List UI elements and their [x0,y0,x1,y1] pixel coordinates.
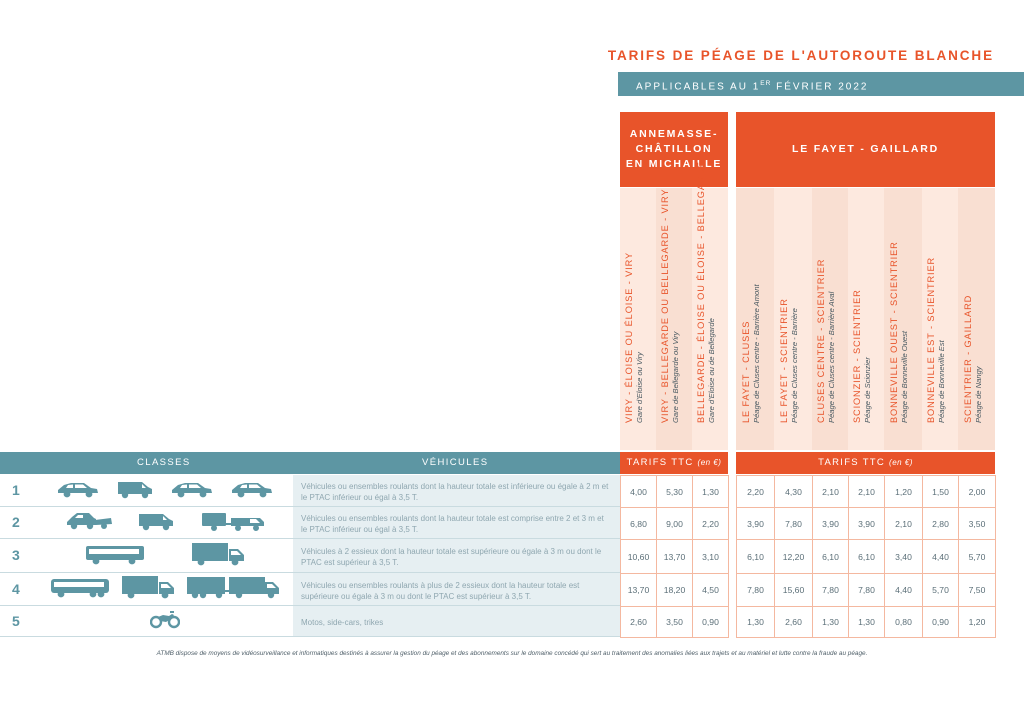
price-cell: 4,50 [692,573,729,607]
motorcycle-icon [150,609,180,634]
price-cell: 3,40 [884,539,923,574]
column-header [958,188,995,450]
car-icon [230,480,274,503]
column-route: SCIENTRIER - GAILLARD [962,294,973,423]
column-route: BONNEVILLE OUEST - SCIENTRIER [889,241,899,423]
price-cell: 6,10 [736,539,775,574]
description-text: Véhicules ou ensembles roulants à plus de 2 essieux dont la hauteur totale est supérieure ou égale à 3 m ou dont le PTAC est supérieur à 3,5 T. [301,580,580,601]
price-cell: 1,20 [884,475,923,508]
vehicle-description [293,573,620,605]
price-cell: 0,90 [922,606,959,638]
price-cell: 4,00 [620,475,657,508]
column-station: Péage de Scionzier [863,357,872,423]
price-cell: 5,70 [958,539,996,574]
column-station: Péage de Nangy [973,366,983,423]
price-cell: 7,80 [812,573,849,607]
coach-icon [49,576,111,603]
price-cell: 2,10 [884,507,923,540]
classes-header: CLASSES [137,457,191,468]
price-cell: 1,30 [736,606,775,638]
column-header [620,188,656,450]
subtitle-bar [618,72,1024,96]
class-number: 1 [12,482,20,498]
row-divider [0,636,620,637]
car-icon [56,480,100,503]
price-cell: 10,60 [620,539,657,574]
price-cell: 9,00 [656,507,693,540]
truck-icon [120,574,176,605]
price-cell: 4,30 [774,475,813,508]
price-cell: 5,70 [922,573,959,607]
vehicle-icons [40,475,290,507]
column-header [656,188,692,450]
tarifs-unit: (en €) [889,458,913,467]
price-cell: 3,90 [736,507,775,540]
class-number: 4 [12,580,20,597]
vehicle-icons [40,539,290,573]
column-header [692,161,728,450]
column-header [848,188,884,450]
vehicle-description [293,475,620,506]
price-cell: 0,90 [692,606,729,638]
description-text: Véhicules ou ensembles roulants dont la hauteur totale est inférieure ou égale à 2 m et le PTAC inférieur ou égal à 3,5 T. [301,482,609,502]
price-cell: 2,60 [774,606,813,638]
column-route: LE FAYET - SCIENTRIER [779,298,789,423]
van-trailer-icon [200,510,266,537]
price-cell: 6,80 [620,507,657,540]
description-text: Motos, side-cars, trikes [301,618,384,627]
price-cell: 13,70 [620,573,657,607]
price-cell: 1,30 [692,475,729,508]
price-cell: 4,40 [884,573,923,607]
price-cell: 6,10 [812,539,849,574]
price-cell: 7,50 [958,573,996,607]
tarifs-header-2 [736,452,995,474]
class-number: 2 [12,514,20,530]
description-text: Véhicules ou ensembles roulants dont la hauteur totale est comprise entre 2 et 3 m et le PTAC inférieur ou égal à 3,5 T. [301,514,604,534]
column-station: Gare d'Eloise ou de Bellegarde [707,318,716,423]
price-cell: 6,10 [848,539,885,574]
price-cell: 3,50 [656,606,693,638]
price-cell: 2,20 [736,475,775,508]
vehicle-description [293,606,620,636]
price-cell: 2,80 [922,507,959,540]
column-route: BELLEGARDE - ÉLOISE OU ÉLOISE - BELLEGARDE [696,161,706,423]
price-cell: 1,30 [848,606,885,638]
description-text: Véhicules à 2 essieux dont la hauteur totale est supérieure ou égale à 3 m ou dont le PTAC est supérieur à 3,5 T. [301,547,602,567]
price-cell: 2,20 [692,507,729,540]
tarifs-header-1 [620,452,728,474]
car-icon [170,480,214,503]
price-cell: 2,60 [620,606,657,638]
column-station: Gare d'Eloise ou Viry [635,352,644,423]
column-header [884,188,922,450]
column-station: Péage de Bonneville Est [937,340,946,423]
price-cell: 13,70 [656,539,693,574]
subtitle-pre: APPLICABLES AU 1 [636,81,761,93]
vehicle-description [293,539,620,572]
column-station: Péage de Cluses centre - Barrière Amont [752,284,761,423]
group-header-lefayet: LE FAYET - GAILLARD [736,112,995,187]
van-icon [137,511,175,536]
price-cell: 3,10 [692,539,729,574]
price-cell: 18,20 [656,573,693,607]
vehicle-icons [40,507,290,539]
truck-icon [190,541,246,572]
vehicle-icons [40,606,290,637]
column-station: Péage de Bonneville Ouest [900,330,909,423]
column-header [736,188,774,450]
price-cell: 2,10 [848,475,885,508]
price-cell: 2,00 [958,475,996,508]
column-route: VIRY - ÉLOISE OU ÉLOISE - VIRY [624,252,634,423]
group-line: EN MICHAILLE [625,158,723,170]
column-station: Péage de Cluses centre - Barrière Aval [827,291,836,423]
column-route: CLUSES CENTRE - SCIENTRIER [816,258,826,423]
band-left [0,452,620,474]
column-route: LE FAYET - CLUSES [741,320,751,423]
price-cell: 12,20 [774,539,813,574]
page-title: TARIFS DE PÉAGE DE L'AUTOROUTE BLANCHE [607,48,994,63]
column-route: VIRY - BELLEGARDE OU BELLEGARDE - VIRY [660,188,670,423]
vehicle-icons [40,573,290,606]
price-cell: 1,50 [922,475,959,508]
group-line: ANNEMASSE- [629,128,719,140]
group-line: CHÂTILLON [635,143,713,155]
car-trailer-icon [65,511,113,536]
price-cell: 7,80 [774,507,813,540]
subtitle-sup: ER [760,80,772,87]
price-cell: 4,40 [922,539,959,574]
van-icon [116,479,154,504]
column-route: BONNEVILLE EST - SCIENTRIER [926,256,936,423]
column-station: Péage de Cluses centre - Barrière [790,308,799,423]
price-cell: 3,90 [848,507,885,540]
price-cell: 0,80 [884,606,923,638]
class-number: 5 [12,612,20,629]
tarifs-unit: (en €) [697,458,722,467]
price-cell: 2,10 [812,475,849,508]
tarifs-label: TARIFS TTC [818,457,886,468]
column-route: SCIONZIER - SCIENTRIER [852,289,862,423]
bus-icon [84,543,146,570]
price-cell: 3,90 [812,507,849,540]
tarifs-label: TARIFS TTC [626,457,694,468]
price-cell: 5,30 [656,475,693,508]
price-cell: 1,30 [812,606,849,638]
price-cell: 7,80 [848,573,885,607]
price-cell: 7,80 [736,573,775,607]
price-cell: 1,20 [958,606,996,638]
column-header [812,188,848,450]
vehicles-header: VÉHICULES [422,457,489,468]
column-header [774,188,812,450]
vehicle-description [293,507,620,538]
footnote: ATMB dispose de moyens de vidéosurveillance et informatiques destinés à assurer la gestion du péage et des abonnements sur le domaine concédé qui sert au traitement des anomalies liées aux trajets et au matériel et lutte contre la fraude au péage. [156,650,868,657]
column-header [922,188,958,450]
price-cell: 3,50 [958,507,996,540]
column-station: Gare de Bellegarde ou Viry [671,331,680,423]
subtitle-post: FÉVRIER 2022 [771,81,869,93]
class-number: 3 [12,547,20,563]
road-train-icon [185,574,281,605]
price-cell: 15,60 [774,573,813,607]
